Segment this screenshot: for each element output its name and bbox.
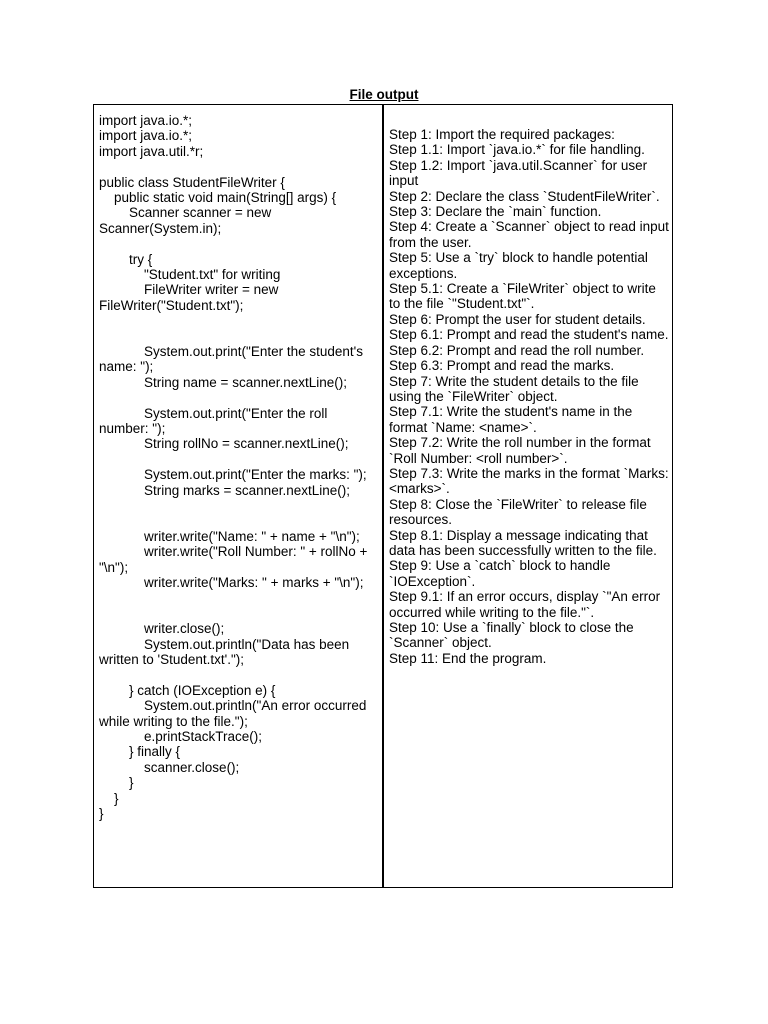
code-line: } finally { xyxy=(99,744,181,760)
code-line: import java.io.*; xyxy=(99,113,193,128)
code-line: e.printStackTrace(); xyxy=(99,729,263,745)
code-line: try { xyxy=(99,251,153,267)
code-line: String marks = scanner.nextLine(); xyxy=(99,482,350,498)
code-line: FileWriter writer = new FileWriter("Student.txt"); xyxy=(99,282,283,313)
step-item: Step 9.1: If an error occurs, display `"An error occurred while writing to the file."`. xyxy=(389,589,664,620)
step-item: Step 7: Write the student details to the file using the `FileWriter` object. xyxy=(389,373,643,404)
step-item: Step 1: Import the required packages: xyxy=(389,127,615,142)
step-item: Step 5: Use a `try` block to handle potential exceptions. xyxy=(389,250,652,281)
code-line: scanner.close(); xyxy=(99,759,240,775)
code-column xyxy=(94,105,382,822)
code-line: writer.write("Marks: " + marks + "\n"); xyxy=(99,575,364,591)
step-item: Step 2: Declare the class `StudentFileWriter`. xyxy=(389,188,660,204)
step-item: Step 8.1: Display a message indicating that data has been successfully written to the file. xyxy=(389,527,657,558)
step-item: Step 6.3: Prompt and read the marks. xyxy=(389,358,615,374)
code-line: writer.write("Roll Number: " + rollNo + "\n"); xyxy=(99,544,372,575)
code-line: System.out.println("Data has been written to 'Student.txt'."); xyxy=(99,636,353,668)
code-line: import java.io.*; xyxy=(99,128,193,144)
step-item: Step 11: End the program. xyxy=(389,650,547,666)
step-item: Step 6.1: Prompt and read the student's name. xyxy=(389,327,669,343)
code-line xyxy=(99,390,380,405)
code-line: System.out.print("Enter the roll number: "); xyxy=(99,405,332,437)
step-item: Step 1.2: Import `java.util.Scanner` for user input xyxy=(389,157,651,189)
step-item: Step 6.2: Prompt and read the roll number. xyxy=(389,342,645,358)
code-line: import java.util.*r; xyxy=(99,143,204,159)
step-item: Step 6: Prompt the user for student details. xyxy=(389,311,646,327)
step-item: Step 7.3: Write the marks in the format `Marks: <marks>`. xyxy=(389,465,673,497)
steps-column xyxy=(384,105,672,666)
step-item: Step 4: Create a `Scanner` object to read input from the user. xyxy=(389,219,673,250)
step-item: Step 5.1: Create a `FileWriter` object to write to the file `"Student.txt"`. xyxy=(389,281,660,312)
code-line xyxy=(99,667,380,682)
code-line: System.out.print("Enter the student's name: "); xyxy=(99,344,367,375)
code-line xyxy=(99,498,380,513)
document-title: File output xyxy=(349,87,419,102)
code-line xyxy=(99,313,380,328)
code-line: } xyxy=(99,806,104,822)
step-item: Step 10: Use a `finally` block to close the `Scanner` object. xyxy=(389,620,638,651)
code-line xyxy=(99,329,380,344)
step-item: Step 8: Close the `FileWriter` to release file resources. xyxy=(389,496,651,528)
code-line: Scanner scanner = new Scanner(System.in); xyxy=(99,205,275,236)
code-line xyxy=(99,606,380,621)
step-item: Step 7.2: Write the roll number in the format `Roll Number: <roll number>`. xyxy=(389,435,655,466)
code-line: String name = scanner.nextLine(); xyxy=(99,374,348,390)
code-line: "Student.txt" for writing xyxy=(99,267,281,283)
code-line xyxy=(99,236,380,251)
code-line: public class StudentFileWriter { xyxy=(99,174,285,190)
code-line: public static void main(String[] args) { xyxy=(99,190,337,206)
code-line: System.out.print("Enter the marks: "); xyxy=(99,467,367,483)
step-item: Step 1.1: Import `java.io.*` for file handling. xyxy=(389,142,645,158)
code-line: System.out.println("An error occurred while writing to the file."); xyxy=(99,698,371,729)
step-item: Step 7.1: Write the student's name in the format `Name: <name>`. xyxy=(389,404,636,435)
code-line xyxy=(99,590,380,605)
code-line: } xyxy=(99,775,134,791)
code-line xyxy=(99,159,380,174)
code-line: writer.write("Name: " + name + "\n"); xyxy=(99,528,360,544)
code-line: writer.close(); xyxy=(99,621,225,637)
code-line: String rollNo = scanner.nextLine(); xyxy=(99,436,349,452)
code-line: } xyxy=(99,790,119,806)
step-item: Step 9: Use a `catch` block to handle `IOException`. xyxy=(389,558,615,589)
code-line: } catch (IOException e) { xyxy=(99,682,276,698)
step-item: Step 3: Declare the `main` function. xyxy=(389,204,602,220)
two-column-table xyxy=(93,104,673,888)
code-line xyxy=(99,452,380,467)
code-line xyxy=(99,513,380,528)
